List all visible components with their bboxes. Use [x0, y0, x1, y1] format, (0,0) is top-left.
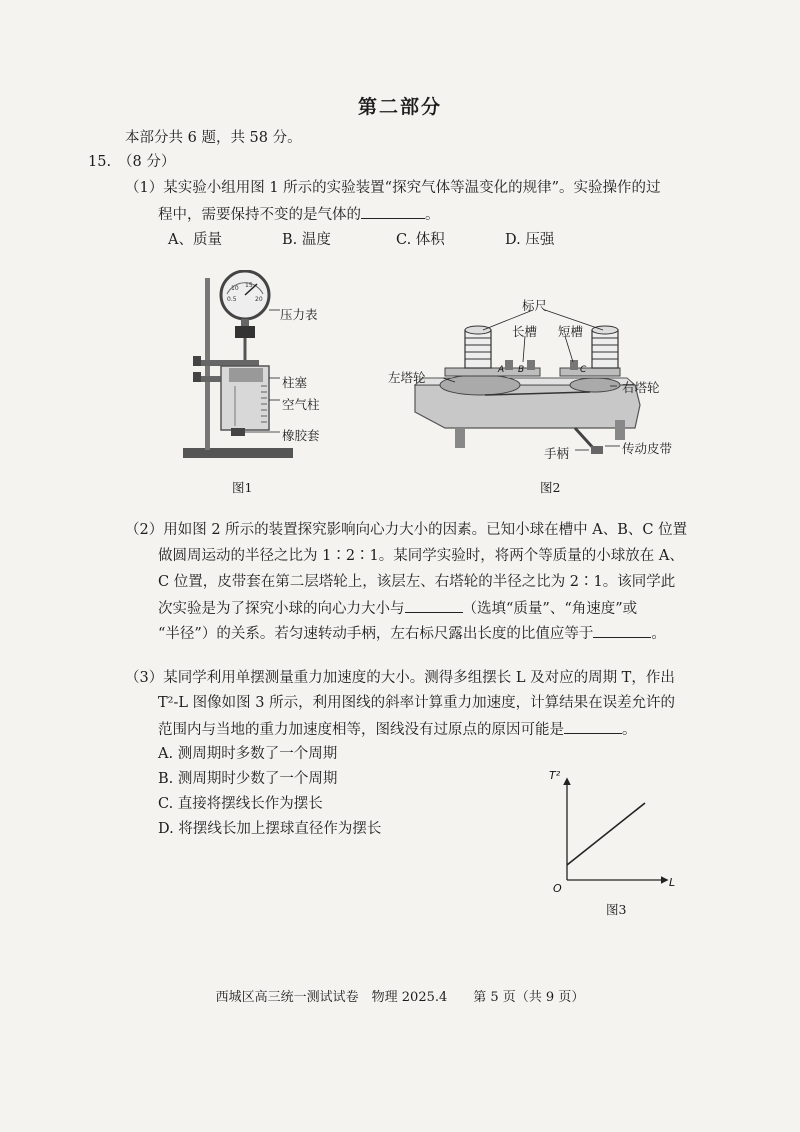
right-scale: [592, 330, 618, 368]
sub3-line3-prefix: 范围内与当地的重力加速度相等，图线没有过原点的原因可能是: [158, 722, 564, 738]
left-scale: [465, 330, 491, 368]
label-scale: 标尺: [522, 298, 548, 313]
sub1-line2-suffix: 。: [425, 207, 440, 223]
position-b: B: [518, 365, 525, 375]
sub1-option-d: D. 压强: [505, 232, 555, 248]
sub3-line3-suffix: 。: [622, 722, 637, 738]
part-title: 第二部分: [357, 96, 442, 118]
label-rubber-sleeve: 橡胶套: [282, 428, 320, 443]
sub2-line1: （2）用如图 2 所示的装置探究影响向心力大小的因素。已知小球在槽中 A、B、C 位置: [125, 522, 688, 538]
sub2-answer-blank-2[interactable]: [593, 622, 651, 638]
part-intro: 本部分共 6 题，共 58 分。: [125, 130, 302, 146]
gauge-connector: [235, 326, 255, 338]
sub2-line2: 做圆周运动的半径之比为 1∶2∶1。某同学实验时，将两个等质量的小球放在 A、: [158, 548, 684, 564]
clamp-upper: [199, 360, 259, 366]
sub3-option-d: D. 将摆线长加上摆球直径作为摆长: [158, 821, 382, 837]
gauge-tick: 15: [245, 282, 253, 289]
figure-1-apparatus: [175, 270, 355, 465]
right-tower-wheel: [570, 378, 620, 392]
plunger: [229, 368, 263, 382]
label-handle: 手柄: [544, 446, 570, 461]
question-number: 15.: [88, 154, 112, 170]
rubber-cap: [231, 428, 245, 436]
origin-label: O: [553, 882, 562, 895]
x-axis-label: L: [669, 876, 676, 889]
sub3-line3: [158, 718, 637, 740]
page-footer: 西城区高三统一测试试卷 物理 2025.4 第 5 页（共 9 页）: [215, 990, 585, 1005]
label-plunger: 柱塞: [282, 375, 308, 390]
sub3-line2: T²-L 图像如图 3 所示，利用图线的斜率计算重力加速度，计算结果在误差允许的: [158, 695, 676, 711]
gauge-tick: 20: [255, 296, 263, 303]
label-short-groove: 短槽: [558, 324, 584, 339]
label-long-groove: 长槽: [512, 324, 538, 339]
sub2-line5-suffix: 。: [651, 626, 666, 642]
sub3-line1: （3）某同学利用单摆测量重力加速度的大小。测得多组摆长 L 及对应的周期 T，作出: [125, 670, 675, 686]
sub3-option-c: C. 直接将摆线长作为摆长: [158, 796, 323, 812]
label-drive-belt: 传动皮带: [622, 441, 673, 456]
label-right-tower-wheel: 右塔轮: [622, 380, 660, 395]
sub1-answer-blank[interactable]: [361, 203, 425, 219]
figure-2-caption: 图2: [540, 480, 561, 495]
sub3-answer-blank[interactable]: [564, 718, 622, 734]
short-groove: [560, 368, 620, 376]
label-air-column: 空气柱: [282, 397, 320, 412]
sub2-answer-blank-1[interactable]: [405, 597, 463, 613]
t2-l-line: [567, 803, 645, 865]
left-tower-wheel: [440, 375, 520, 395]
figure-3-graph: [545, 765, 685, 895]
question-points: （8 分）: [118, 154, 176, 170]
sub1-option-a: A、质量: [168, 232, 222, 248]
sub1-option-b: B. 温度: [282, 232, 331, 248]
sub2-line4: [158, 597, 637, 619]
sub1-line2: [158, 203, 440, 225]
figure-3-caption: 图3: [606, 902, 627, 917]
label-left-tower-wheel: 左塔轮: [388, 370, 426, 385]
gauge-tick: 0.5: [227, 296, 237, 303]
sub2-line4-suffix: （选填“质量”、“角速度”或: [462, 601, 638, 617]
figure-1-caption: 图1: [232, 480, 253, 495]
sub2-line5-prefix: “半径”）的关系。若匀速转动手柄，左右标尺露出长度的比值应等于: [158, 626, 594, 642]
sub3-option-b: B. 测周期时少数了一个周期: [158, 771, 338, 787]
sub2-line5: [158, 622, 666, 644]
label-pressure-gauge: 压力表: [280, 307, 318, 322]
gauge-tick: 10: [231, 285, 239, 292]
position-a: A: [498, 365, 505, 375]
long-groove: [445, 368, 540, 376]
position-c: C: [580, 365, 587, 375]
sub1-line2-prefix: 程中，需要保持不变的是气体的: [158, 207, 361, 223]
sub2-line4-prefix: 次实验是为了探究小球的向心力大小与: [158, 601, 405, 617]
sub1-option-c: C. 体积: [396, 232, 445, 248]
sub2-line3: C 位置，皮带套在第二层塔轮上，该层左、右塔轮的半径之比为 2∶1。该同学此: [158, 574, 676, 590]
sub1-line1: （1）某实验小组用图 1 所示的实验装置“探究气体等温变化的规律”。实验操作的过: [125, 180, 661, 196]
sub3-option-a: A. 测周期时多数了一个周期: [158, 746, 338, 762]
y-axis-label: T²: [549, 769, 561, 782]
stand-base: [183, 448, 293, 458]
